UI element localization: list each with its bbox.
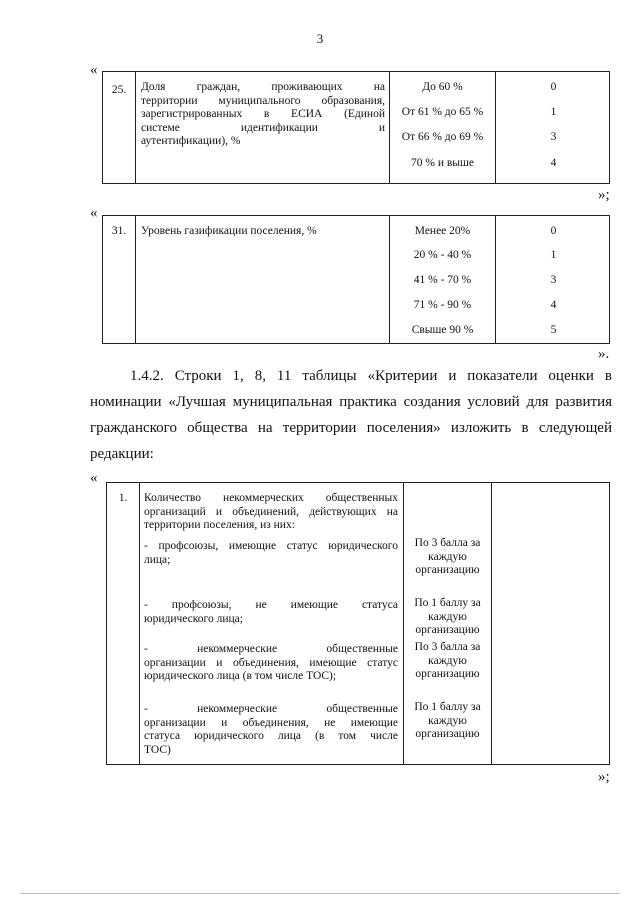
row-number: 1. [118,492,128,504]
opening-quote: « [90,470,98,486]
criterion-description: Доля граждан, проживающих на территории муниципального образования, зарегистрированных в ЕСИА (Единой системе идентификации и аутентификации), % [141,81,385,147]
range-value: 20 % - 40 % [413,249,472,261]
points-value: 1 [550,249,557,261]
page-number: 3 [316,31,324,46]
row-number: 31. [111,225,127,237]
paragraph-text: 1.4.2. Строки 1, 8, 11 таблицы «Критерии и показатели оценки в номинации «Лучшая муниципальная практика создания условий для развития гражданского общества на территории поселения» изложить в следующей редакции: [90,368,612,462]
score-value: По 1 баллу за каждую организацию [414,701,481,740]
criterion-intro: Количество некоммерческих общественных организаций и объединений, действующих на территории поселения, из них: [144,492,398,531]
opening-quote: « [90,205,98,221]
points-value: 0 [550,225,557,237]
points-value: 3 [550,274,557,286]
points-value: 0 [550,81,557,93]
range-value: Свыше 90 % [411,324,474,336]
closing-quote: »; [598,187,610,203]
points-value: 3 [550,131,557,143]
score-value: По 1 баллу за каждую организацию [414,597,481,636]
points-value: 5 [550,324,557,336]
score-value: По 3 балла за каждую организацию [414,537,481,576]
range-value: До 60 % [422,81,463,93]
row-number: 25. [111,84,127,96]
closing-quote: ». [598,346,610,362]
range-value: От 61 % до 65 % [401,106,484,118]
closing-quote: »; [598,769,610,785]
criterion-item: - некоммерческие общественные организации и объединения, имеющие статус юридического лица (в том числе ТОС); [144,643,398,682]
table-row-31 [102,215,610,344]
range-value: Менее 20% [414,225,471,237]
criterion-item: - профсоюзы, не имеющие статуса юридического лица; [144,599,398,625]
score-value: По 3 балла за каждую организацию [414,641,481,680]
table-row-25 [102,71,610,184]
criterion-item: - профсоюзы, имеющие статус юридического лица; [144,540,398,566]
range-value: 70 % и выше [411,157,474,169]
points-value: 4 [550,157,557,169]
page-bottom-divider [20,893,620,894]
points-value: 4 [550,299,557,311]
range-value: 71 % - 90 % [413,299,472,311]
range-value: От 66 % до 69 % [401,131,484,143]
opening-quote: « [90,62,98,78]
table-row-1 [106,482,610,765]
criterion-description: Уровень газификации поселения, % [141,225,317,237]
range-value: 41 % - 70 % [413,274,472,286]
body-paragraph [90,363,612,467]
points-value: 1 [550,106,557,118]
criterion-item: - некоммерческие общественные организации и объединения, не имеющие статуса юридического лица (в том числе ТОС) [144,703,398,756]
